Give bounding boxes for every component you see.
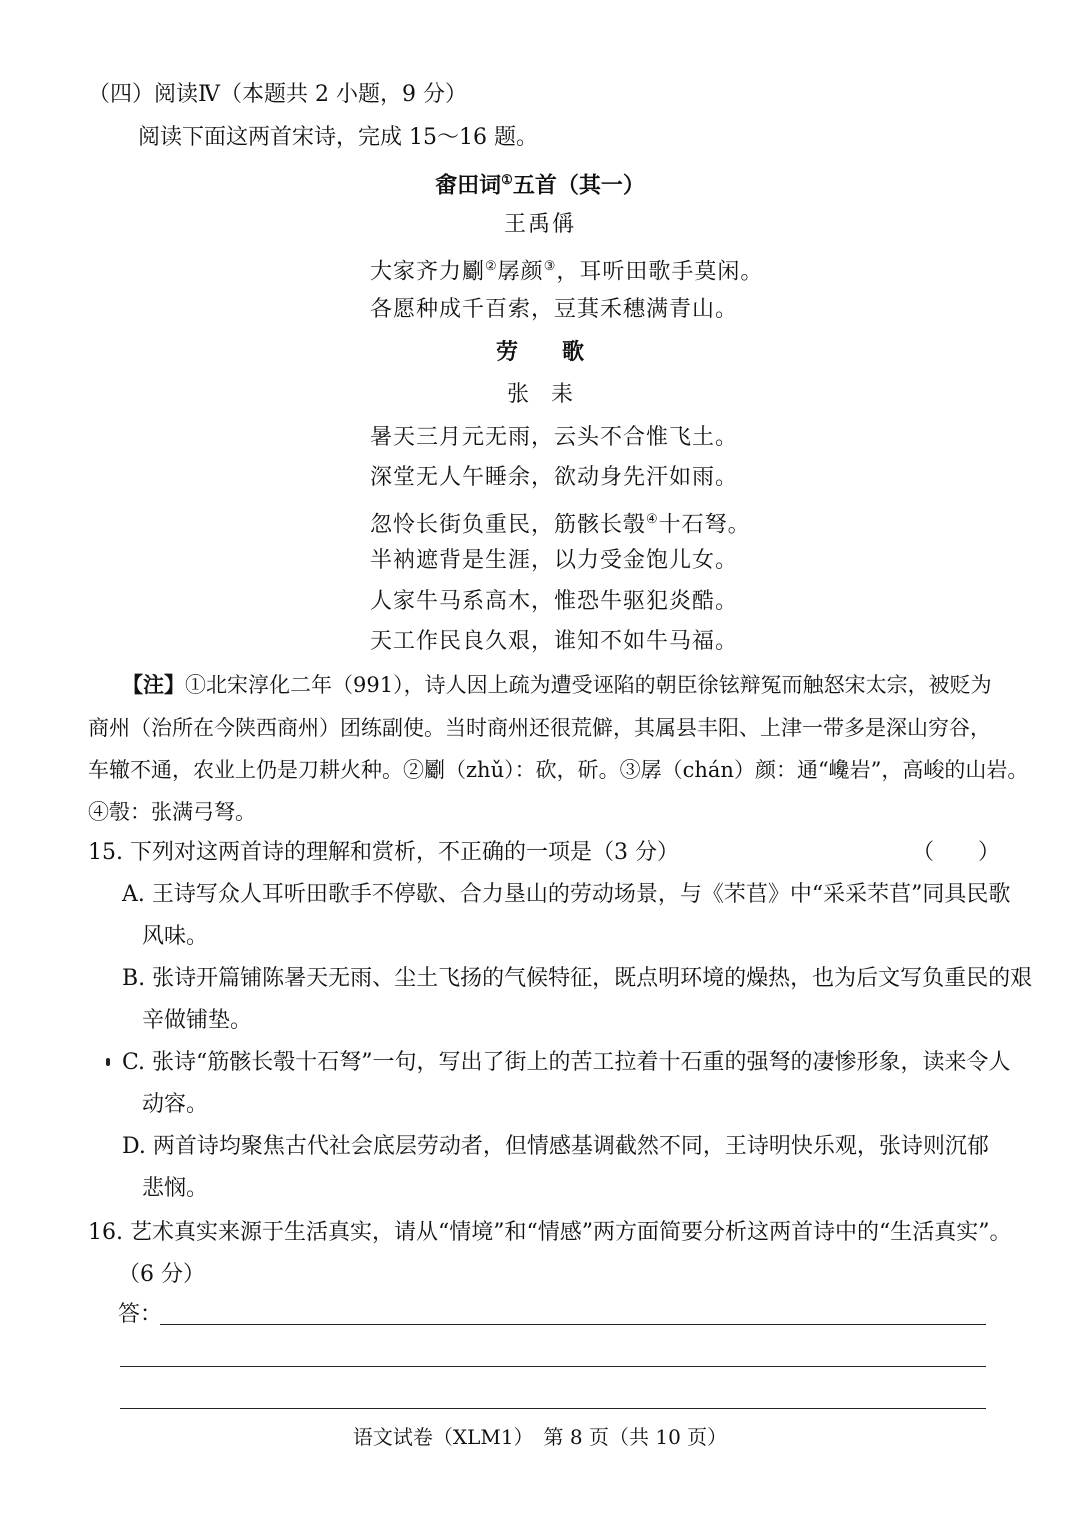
q15-option-d: D. 两首诗均聚焦古代社会底层劳动者，但情感基调截然不同，王诗明快乐观，张诗则沉郁 [122,1134,989,1159]
note-line: ④彀：张满弓弩。 [88,800,256,824]
poem2-line: 忽怜长街负重民，筋骸长彀④十石弩。 [370,512,751,538]
answer-line[interactable] [160,1324,986,1325]
q15-answer-bracket[interactable]: （ ） [912,840,1001,865]
page-footer: 语文试卷（XLM1） 第 8 页（共 10 页） [352,1425,728,1449]
section-header: （四）阅读Ⅳ（本题共 2 小题，9 分） [88,82,467,107]
q15-option-c: C. 张诗“筋骸长彀十石弩”一句，写出了街上的苦工拉着十石重的强弩的凄惨形象，读来令人 [122,1050,1011,1075]
poem1-line: 大家齐力劚②孱颜③，耳听田歌手莫闲。 [370,259,764,285]
poem2-title: 劳 歌 [495,339,584,365]
poem2-line: 暑天三月元无雨，云头不合惟飞土。 [370,425,739,450]
q15-option-d-cont: 悲悯。 [142,1176,209,1201]
note-line: 商州（治所在今陕西商州）团练副使。当时商州还很荒僻，其属县丰阳、上津一带多是深山穷谷， [88,716,991,740]
poem1-title: 畬田词①五首（其一） [435,172,645,199]
poem2-line: 深堂无人午睡余，欲动身先汗如雨。 [370,465,739,490]
q16-points: （6 分） [118,1262,205,1287]
q15-option-a: A. 王诗写众人耳听田歌手不停歇、合力垦山的劳动场景，与《芣苢》中“采采芣苢”同具民歌 [122,882,1011,907]
section-intro: 阅读下面这两首宋诗，完成 15～16 题。 [138,125,538,150]
poem1-line: 各愿种成千百索，豆萁禾穗满青山。 [370,297,739,322]
q15-option-a-cont: 风味。 [142,924,209,949]
answer-line[interactable] [120,1408,986,1409]
answer-line[interactable] [120,1366,986,1367]
poem1-author: 王禹偁 [503,212,576,237]
q16-answer-label: 答： [118,1302,163,1327]
poem2-author: 张 耒 [506,382,573,407]
q15-option-b-cont: 辛做铺垫。 [142,1008,253,1033]
poem2-line: 人家牛马系高木，惟恐牛驱犯炎酷。 [370,589,739,614]
q15-option-c-cont: 动容。 [142,1092,209,1117]
note-line: 车辙不通，农业上仍是刀耕火种。②劚（zhǔ）：砍，斫。③孱（chán）颜：通“巉岩”，高峻的山岩。 [88,758,1029,782]
q15-option-b: B. 张诗开篇铺陈暑天无雨、尘土飞扬的气候特征，既点明环境的燥热，也为后文写负重民的艰 [122,966,1033,991]
poem2-line: 天工作民良久艰，谁知不如牛马福。 [370,629,739,654]
q15-stem: 15. 下列对这两首诗的理解和赏析，不正确的一项是（3 分） [88,840,679,865]
note-tag: 【注】 [122,672,185,697]
poem2-line: 半衲遮背是生涯，以力受金饱儿女。 [370,548,739,573]
margin-mark [106,1058,110,1066]
note-line: 【注】①北宋淳化二年（991），诗人因上疏为遭受诬陷的朝臣徐铉辩冤而触怒宋太宗，被贬为 [122,672,992,697]
q16-stem: 16. 艺术真实来源于生活真实，请从“情境”和“情感”两方面简要分析这两首诗中的“生活真实”。 [88,1220,1012,1245]
